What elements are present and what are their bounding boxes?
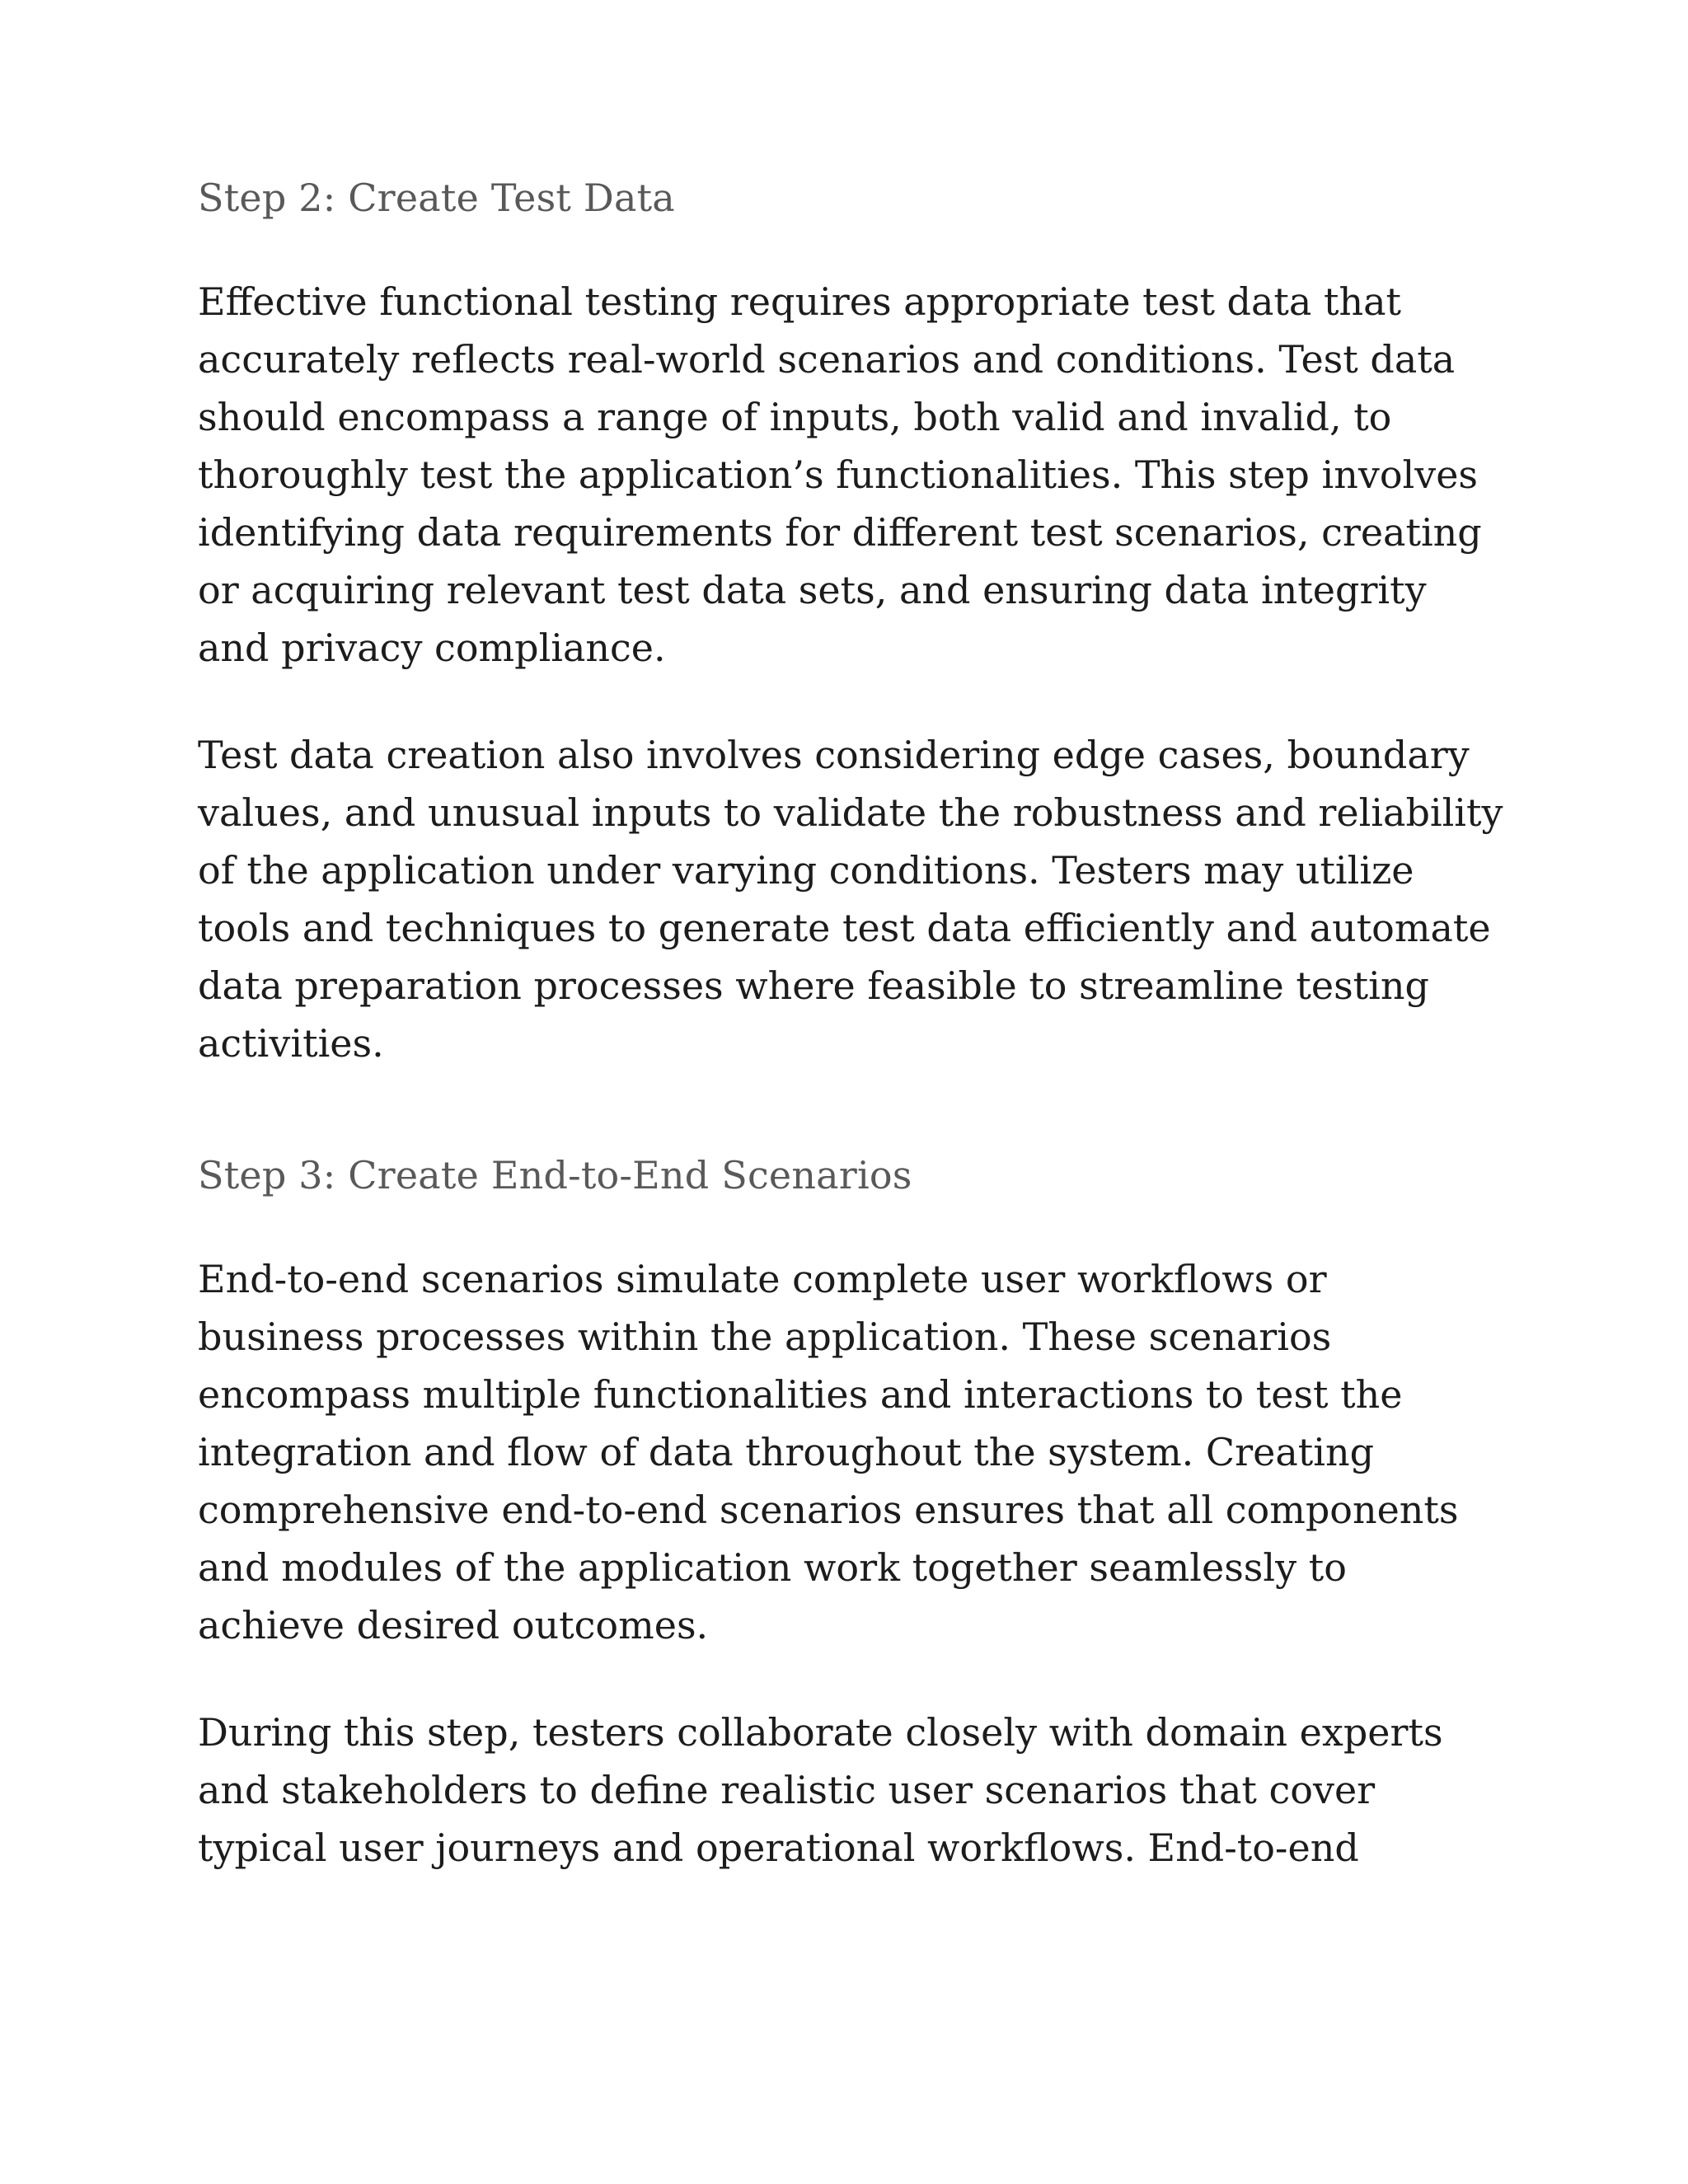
text-line: End-to-end scenarios simulate complete user workflows or xyxy=(198,1257,1327,1301)
text-line: should encompass a range of inputs, both valid and invalid, to xyxy=(198,395,1392,439)
text-line: business processes within the application. These scenarios xyxy=(198,1315,1332,1359)
text-line: comprehensive end-to-end scenarios ensures that all components xyxy=(198,1488,1459,1532)
text-line: During this step, testers collaborate closely with domain experts xyxy=(198,1710,1443,1755)
text-line: thoroughly test the application’s functionalities. This step involves xyxy=(198,452,1479,497)
text-line: Test data creation also involves considering edge cases, boundary xyxy=(198,733,1470,777)
text-line: tools and techniques to generate test data efficiently and automate xyxy=(198,906,1491,950)
paragraph-test-data-1 xyxy=(198,273,1517,677)
text-line: accurately reflects real-world scenarios and conditions. Test data xyxy=(198,337,1456,382)
section-heading-step-2: Step 2: Create Test Data xyxy=(198,176,675,220)
text-line: encompass multiple functionalities and interactions to test the xyxy=(198,1372,1403,1417)
paragraph-test-data-2 xyxy=(198,726,1517,1072)
text-line: typical user journeys and operational workflows. End-to-end xyxy=(198,1825,1359,1870)
document-page xyxy=(198,169,1517,1877)
text-line: integration and flow of data throughout the system. Creating xyxy=(198,1430,1375,1474)
text-line: Effective functional testing requires appropriate test data that xyxy=(198,279,1401,324)
text-line: values, and unusual inputs to validate the robustness and reliability xyxy=(198,790,1503,835)
text-line: achieve desired outcomes. xyxy=(198,1603,709,1647)
text-line: data preparation processes where feasible to streamline testing xyxy=(198,963,1429,1008)
text-line: and stakeholders to define realistic user scenarios that cover xyxy=(198,1768,1376,1812)
text-line: or acquiring relevant test data sets, and ensuring data integrity xyxy=(198,568,1427,612)
text-line: activities. xyxy=(198,1021,384,1066)
text-line: of the application under varying conditions. Testers may utilize xyxy=(198,848,1414,893)
text-line: and privacy compliance. xyxy=(198,626,666,670)
paragraph-end-to-end-2 xyxy=(198,1704,1517,1877)
section-heading-step-3: Step 3: Create End-to-End Scenarios xyxy=(198,1153,912,1197)
paragraph-end-to-end-1 xyxy=(198,1250,1517,1654)
text-line: and modules of the application work together seamlessly to xyxy=(198,1545,1347,1590)
text-line: identifying data requirements for different test scenarios, creating xyxy=(198,510,1482,555)
